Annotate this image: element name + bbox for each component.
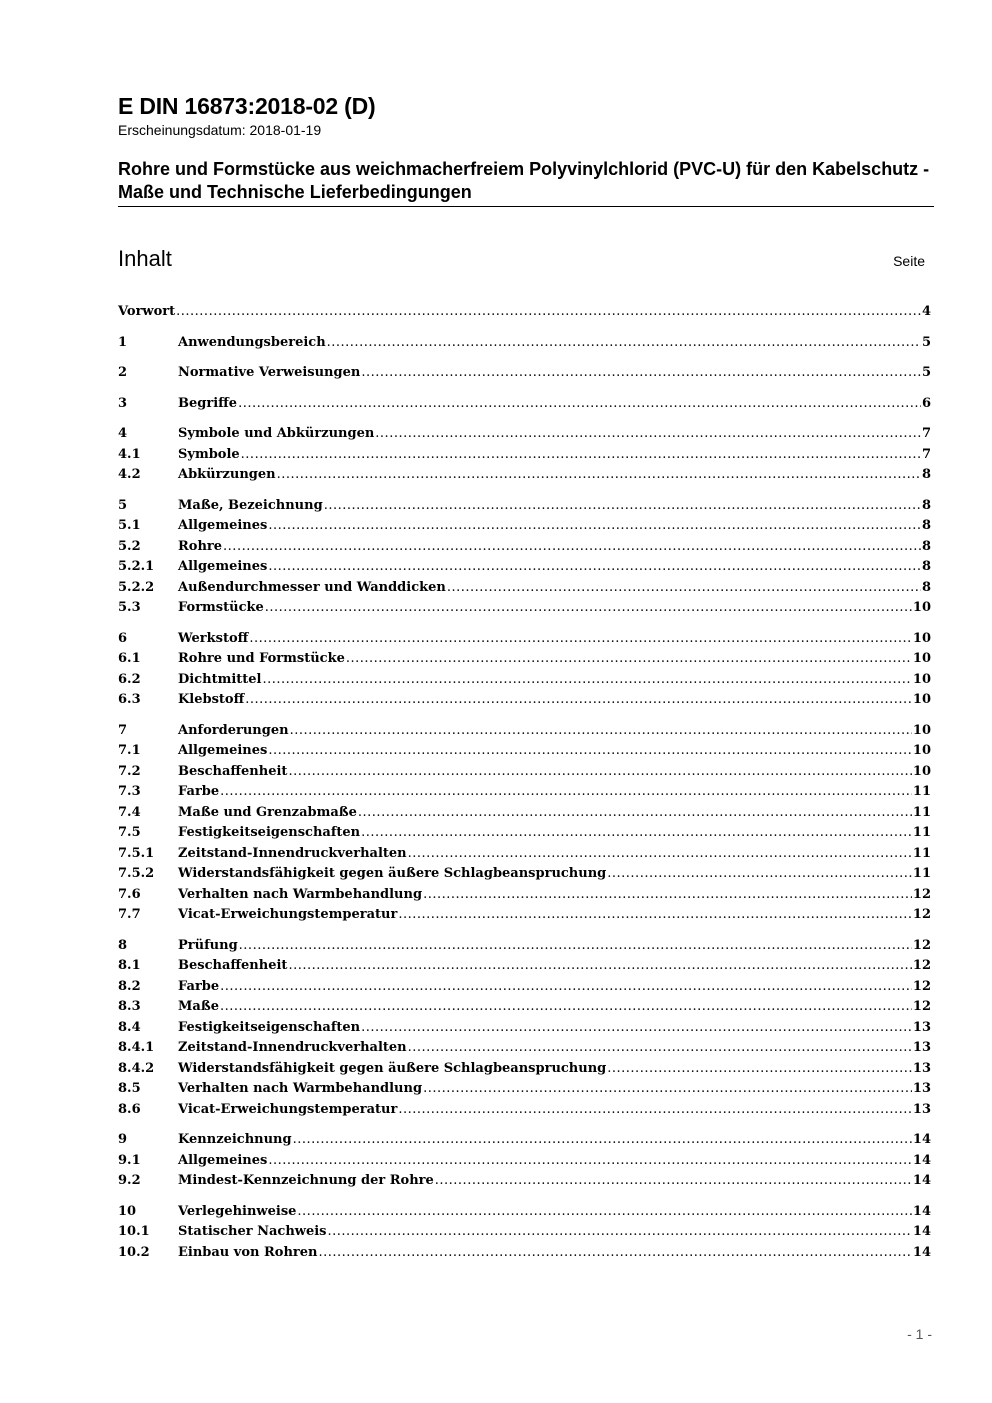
toc-entry-number: 10.1 — [118, 1224, 150, 1239]
toc-entry-page: 5 — [921, 334, 931, 350]
toc-entry-number: 6 — [118, 630, 128, 646]
toc-dot-leader — [375, 424, 921, 445]
toc-dot-leader — [293, 1130, 912, 1151]
toc-entry-number: 7.4 — [118, 804, 141, 820]
toc-entry-page: 10 — [912, 600, 931, 615]
toc-entry-number: 7.1 — [118, 743, 141, 758]
toc-entry-page: 7 — [921, 426, 931, 441]
toc-entry-number: 8.1 — [118, 958, 141, 973]
toc-entry[interactable] — [118, 844, 931, 865]
toc-dot-leader — [361, 363, 921, 384]
toc-dot-leader — [223, 537, 921, 558]
toc-entry-page: 8 — [921, 497, 931, 513]
toc-entry[interactable] — [118, 885, 931, 906]
toc-entry-title: Allgemeines — [178, 743, 268, 758]
toc-dot-leader — [435, 1171, 912, 1192]
toc-entry-page: 10 — [912, 743, 931, 758]
toc-dot-leader — [361, 1018, 912, 1039]
toc-entry[interactable] — [118, 516, 931, 537]
toc-entry[interactable] — [118, 649, 931, 670]
toc-entry[interactable] — [118, 302, 931, 323]
toc-entry[interactable] — [118, 782, 931, 803]
toc-entry[interactable] — [118, 1059, 931, 1080]
toc-entry[interactable] — [118, 997, 931, 1018]
toc-dot-leader — [288, 762, 911, 783]
toc-entry-number: 2 — [118, 365, 128, 380]
toc-entry-number: 10.2 — [118, 1244, 150, 1260]
toc-group — [118, 424, 931, 486]
toc-group — [118, 936, 931, 1121]
toc-dot-leader — [249, 629, 912, 650]
toc-entry[interactable] — [118, 1222, 931, 1243]
toc-entry-number: 5 — [118, 497, 128, 513]
toc-entry-number: 7.5.2 — [118, 866, 155, 881]
toc-entry-number: 5.2.2 — [118, 579, 155, 595]
publication-date: Erscheinungsdatum: 2018-01-19 — [118, 122, 322, 138]
toc-entry[interactable] — [118, 1243, 931, 1264]
toc-entry[interactable] — [118, 977, 931, 998]
toc-entry-title: Dichtmittel — [178, 671, 262, 687]
toc-entry-page: 12 — [912, 958, 931, 973]
toc-dot-leader — [268, 1151, 912, 1172]
toc-entry-page: 8 — [921, 538, 931, 554]
toc-entry-title: Vorwort — [118, 304, 176, 319]
toc-entry-page: 11 — [912, 804, 931, 820]
toc-entry-title: Vicat-Erweichungstemperatur — [178, 907, 398, 922]
toc-dot-leader — [268, 516, 921, 537]
toc-group — [118, 394, 931, 415]
toc-dot-leader — [361, 823, 912, 844]
toc-entry-number: 6.2 — [118, 671, 141, 687]
toc-entry-title: Anwendungsbereich — [178, 334, 326, 350]
toc-entry-title: Maße und Grenzabmaße — [178, 804, 357, 820]
toc-entry-number: 7.6 — [118, 886, 141, 902]
toc-group — [118, 302, 931, 323]
toc-group — [118, 363, 931, 384]
toc-entry[interactable] — [118, 578, 931, 599]
toc-entry-page: 13 — [912, 1019, 931, 1035]
toc-entry-title: Normative Verweisungen — [178, 365, 361, 380]
toc-dot-leader — [408, 844, 912, 865]
toc-entry[interactable] — [118, 670, 931, 691]
toc-dot-leader — [220, 977, 912, 998]
toc-entry-page: 10 — [912, 630, 931, 646]
toc-dot-leader — [423, 885, 912, 906]
toc-entry-page: 12 — [912, 999, 931, 1014]
toc-dot-leader — [290, 721, 912, 742]
toc-entry-page: 8 — [921, 467, 931, 482]
toc-dot-leader — [268, 741, 912, 762]
toc-entry-title: Außendurchmesser und Wanddicken — [178, 579, 446, 595]
document-id: E DIN 16873:2018-02 (D) — [118, 93, 376, 119]
toc-entry-page: 13 — [912, 1081, 931, 1096]
toc-entry-title: Allgemeines — [178, 518, 268, 533]
toc-entry-number: 9.2 — [118, 1173, 141, 1188]
toc-dot-leader — [607, 864, 912, 885]
toc-dot-leader — [408, 1038, 912, 1059]
toc-entry-title: Symbole und Abkürzungen — [178, 426, 375, 441]
toc-entry-number: 5.3 — [118, 600, 141, 615]
toc-group — [118, 496, 931, 619]
toc-dot-leader — [358, 803, 912, 824]
toc-entry-number: 1 — [118, 334, 128, 350]
title-divider — [118, 206, 934, 207]
toc-entry-number: 4.1 — [118, 446, 141, 462]
toc-entry-title: Rohre und Formstücke — [178, 651, 345, 666]
toc-entry-page: 11 — [912, 845, 931, 861]
toc-entry-number: 8 — [118, 937, 128, 953]
toc-dot-leader — [220, 782, 912, 803]
toc-entry-page: 12 — [912, 978, 931, 994]
document-title: Rohre und Formstücke aus weichmacherfreiem Polyvinylchlorid (PVC-U) für den Kabelschutz - Maße und Technische Lieferbedingungen — [118, 159, 930, 202]
toc-entry-number: 8.6 — [118, 1101, 141, 1117]
toc-entry-number: 7.2 — [118, 763, 141, 779]
toc-entry[interactable] — [118, 1018, 931, 1039]
toc-entry[interactable] — [118, 803, 931, 824]
toc-entry-page: 10 — [912, 722, 931, 738]
toc-dot-leader — [277, 465, 921, 486]
toc-entry-title: Vicat-Erweichungstemperatur — [178, 1101, 398, 1117]
toc-entry-title: Zeitstand-Innendruckverhalten — [178, 845, 407, 861]
toc-entry[interactable] — [118, 741, 931, 762]
toc-entry[interactable] — [118, 629, 931, 650]
toc-entry-number: 7 — [118, 722, 128, 738]
toc-entry-title: Kennzeichnung — [178, 1132, 292, 1147]
toc-entry[interactable] — [118, 864, 931, 885]
toc-dot-leader — [398, 1100, 912, 1121]
toc-entry[interactable] — [118, 762, 931, 783]
toc-entry[interactable] — [118, 598, 931, 619]
toc-dot-leader — [263, 670, 912, 691]
toc-group — [118, 333, 931, 354]
toc-entry-number: 8.5 — [118, 1081, 141, 1096]
toc-entry-title: Verhalten nach Warmbehandlung — [178, 1081, 423, 1096]
toc-entry-page: 13 — [912, 1101, 931, 1117]
toc-entry[interactable] — [118, 424, 931, 445]
toc-entry-page: 14 — [912, 1152, 931, 1168]
toc-dot-leader — [297, 1202, 911, 1223]
toc-entry-page: 7 — [921, 446, 931, 462]
toc-entry-page: 10 — [912, 651, 931, 666]
toc-dot-leader — [238, 394, 921, 415]
toc-entry-number: 5.1 — [118, 518, 141, 533]
toc-entry-page: 6 — [921, 395, 931, 411]
toc-entry-number: 4 — [118, 426, 128, 441]
toc-entry-title: Formstücke — [178, 600, 264, 615]
toc-entry-page: 13 — [912, 1060, 931, 1076]
toc-entry[interactable] — [118, 1130, 931, 1151]
toc-entry-number: 7.3 — [118, 784, 141, 799]
toc-entry[interactable] — [118, 1202, 931, 1223]
toc-entry-page: 5 — [921, 365, 931, 380]
toc-entry-title: Verhalten nach Warmbehandlung — [178, 886, 423, 902]
toc-entry[interactable] — [118, 1171, 931, 1192]
toc-entry-title: Zeitstand-Innendruckverhalten — [178, 1040, 407, 1055]
toc-entry-title: Allgemeines — [178, 1152, 268, 1168]
toc-entry-title: Festigkeitseigenschaften — [178, 1019, 361, 1035]
toc-dot-leader — [265, 598, 912, 619]
toc-entry-title: Maße — [178, 999, 219, 1014]
toc-entry-title: Symbole — [178, 446, 240, 462]
toc-group — [118, 721, 931, 926]
toc-entry-page: 11 — [912, 784, 931, 799]
toc-entry-title: Widerstandsfähigkeit gegen äußere Schlagbeanspruchung — [178, 1060, 607, 1076]
toc-entry-page: 12 — [912, 886, 931, 902]
toc-entry-page: 12 — [912, 907, 931, 922]
toc-entry-title: Anforderungen — [178, 722, 289, 738]
toc-dot-leader — [241, 445, 921, 466]
toc-entry[interactable] — [118, 690, 931, 711]
toc-entry-title: Beschaffenheit — [178, 763, 288, 779]
toc-entry[interactable] — [118, 537, 931, 558]
toc-entry[interactable] — [118, 394, 931, 415]
toc-dot-leader — [607, 1059, 912, 1080]
toc-entry-number: 3 — [118, 395, 128, 411]
toc-dot-leader — [239, 936, 912, 957]
toc-entry-title: Werkstoff — [178, 630, 249, 646]
toc-entry-page: 11 — [912, 825, 931, 840]
toc-entry-title: Widerstandsfähigkeit gegen äußere Schlagbeanspruchung — [178, 866, 607, 881]
toc-entry[interactable] — [118, 1038, 931, 1059]
toc-entry-page: 8 — [921, 518, 931, 533]
page-number: - 1 - — [907, 1326, 932, 1342]
toc-entry-number: 9.1 — [118, 1152, 141, 1168]
toc-entry-number: 8.4 — [118, 1019, 141, 1035]
toc-entry[interactable] — [118, 905, 931, 926]
toc-entry-page: 14 — [912, 1203, 931, 1219]
toc-dot-leader — [220, 997, 912, 1018]
toc-page-column-label: Seite — [893, 253, 925, 269]
toc-entry[interactable] — [118, 823, 931, 844]
table-of-contents — [118, 302, 931, 1263]
toc-entry-title: Rohre — [178, 538, 223, 554]
toc-entry-title: Begriffe — [178, 395, 238, 411]
toc-entry-number: 6.3 — [118, 692, 141, 707]
toc-dot-leader — [447, 578, 921, 599]
toc-entry[interactable] — [118, 496, 931, 517]
toc-entry-number: 8.4.2 — [118, 1060, 155, 1076]
toc-entry-title: Statischer Nachweis — [178, 1224, 327, 1239]
toc-entry[interactable] — [118, 956, 931, 977]
toc-entry-title: Einbau von Rohren — [178, 1244, 318, 1260]
toc-entry[interactable] — [118, 1151, 931, 1172]
toc-entry-page: 8 — [921, 579, 931, 595]
toc-entry-title: Farbe — [178, 784, 220, 799]
toc-entry-title: Allgemeines — [178, 559, 268, 574]
toc-entry-page: 11 — [912, 866, 931, 881]
toc-entry[interactable] — [118, 721, 931, 742]
toc-entry-page: 14 — [912, 1244, 931, 1260]
toc-dot-leader — [324, 496, 921, 517]
toc-entry-page: 13 — [912, 1040, 931, 1055]
toc-entry-number: 9 — [118, 1132, 128, 1147]
toc-entry-number: 5.2.1 — [118, 559, 155, 574]
toc-dot-leader — [398, 905, 912, 926]
toc-group — [118, 1202, 931, 1264]
toc-entry-number: 6.1 — [118, 651, 141, 666]
toc-entry-page: 10 — [912, 763, 931, 779]
toc-entry-page: 14 — [912, 1173, 931, 1188]
toc-entry-page: 8 — [921, 559, 931, 574]
toc-dot-leader — [268, 557, 921, 578]
toc-entry-page: 10 — [912, 692, 931, 707]
toc-entry[interactable] — [118, 465, 931, 486]
toc-entry-page: 14 — [912, 1132, 931, 1147]
toc-entry[interactable] — [118, 557, 931, 578]
toc-dot-leader — [327, 333, 921, 354]
toc-entry-title: Beschaffenheit — [178, 958, 288, 973]
toc-entry-page: 10 — [912, 671, 931, 687]
toc-entry-number: 5.2 — [118, 538, 141, 554]
toc-entry-title: Verlegehinweise — [178, 1203, 297, 1219]
toc-entry-number: 7.7 — [118, 907, 141, 922]
toc-entry[interactable] — [118, 1079, 931, 1100]
toc-entry[interactable] — [118, 333, 931, 354]
toc-dot-leader — [319, 1243, 912, 1264]
toc-entry-number: 8.2 — [118, 978, 141, 994]
toc-entry-number: 10 — [118, 1203, 137, 1219]
toc-entry[interactable] — [118, 363, 931, 384]
toc-entry-number: 7.5.1 — [118, 845, 155, 861]
toc-group — [118, 629, 931, 711]
toc-heading: Inhalt — [118, 246, 172, 271]
toc-entry-title: Festigkeitseigenschaften — [178, 825, 361, 840]
toc-entry-page: 12 — [912, 937, 931, 953]
toc-entry-number: 8.3 — [118, 999, 141, 1014]
toc-group — [118, 1130, 931, 1192]
toc-entry-number: 7.5 — [118, 825, 141, 840]
toc-entry[interactable] — [118, 445, 931, 466]
toc-entry-number: 4.2 — [118, 467, 141, 482]
toc-dot-leader — [176, 302, 921, 323]
toc-entry-page: 14 — [912, 1224, 931, 1239]
toc-entry-title: Prüfung — [178, 937, 238, 953]
toc-dot-leader — [423, 1079, 912, 1100]
toc-dot-leader — [245, 690, 912, 711]
toc-entry-page: 4 — [921, 304, 931, 319]
toc-dot-leader — [346, 649, 912, 670]
toc-entry-number: 8.4.1 — [118, 1040, 155, 1055]
toc-entry-title: Maße, Bezeichnung — [178, 497, 323, 513]
toc-entry-title: Klebstoff — [178, 692, 245, 707]
toc-entry[interactable] — [118, 936, 931, 957]
toc-dot-leader — [288, 956, 911, 977]
toc-dot-leader — [327, 1222, 911, 1243]
toc-entry-title: Farbe — [178, 978, 220, 994]
toc-entry-title: Abkürzungen — [178, 467, 276, 482]
toc-entry-title: Mindest-Kennzeichnung der Rohre — [178, 1173, 434, 1188]
toc-entry[interactable] — [118, 1100, 931, 1121]
